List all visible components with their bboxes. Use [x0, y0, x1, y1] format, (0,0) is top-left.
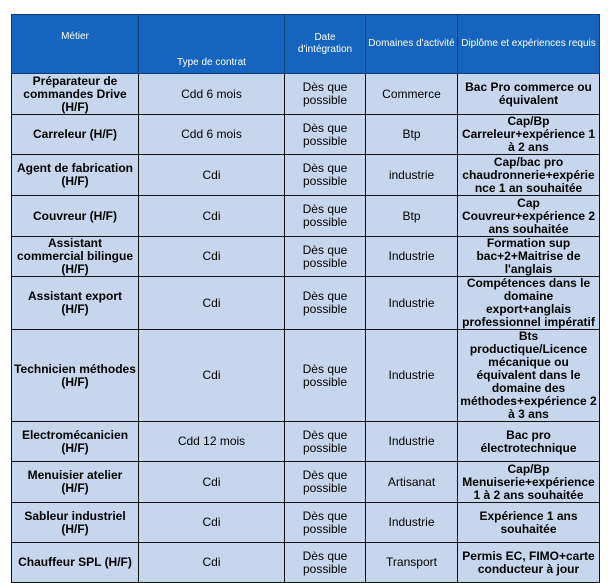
cell-metier: Menuisier atelier (H/F)	[12, 462, 139, 503]
cell-diplome: Bac pro électrotechnique	[458, 422, 600, 462]
cell-date: Dès que possible	[285, 277, 366, 330]
cell-metier: Agent de fabrication (H/F)	[12, 155, 139, 196]
cell-domaine: Btp	[366, 196, 458, 237]
cell-metier: Assistant commercial bilingue (H/F)	[12, 237, 139, 277]
table-row	[12, 237, 600, 277]
cell-contrat: Cdi	[139, 543, 285, 583]
job-offers-table	[11, 14, 600, 583]
cell-date: Dès que possible	[285, 543, 366, 583]
cell-diplome: Cap/Bp Menuiserie+expérience 1 à 2 ans souhaitée	[458, 462, 600, 503]
cell-date: Dès que possible	[285, 422, 366, 462]
table-row	[12, 543, 600, 583]
cell-diplome: Formation sup bac+2+Maitrise de l'anglais	[458, 237, 600, 277]
cell-diplome: Cap/bac pro chaudronnerie+expérience 1 an souhaitée	[458, 155, 600, 196]
table-row	[12, 115, 600, 155]
cell-metier: Carreleur (H/F)	[12, 115, 139, 155]
cell-diplome: Cap Couvreur+expérience 2 ans souhaitée	[458, 196, 600, 237]
table-row	[12, 74, 600, 115]
table-row	[12, 277, 600, 330]
header-metier: Métier	[12, 15, 139, 74]
cell-domaine: Transport	[366, 543, 458, 583]
cell-metier: Assistant export (H/F)	[12, 277, 139, 330]
table-header-row	[12, 15, 600, 74]
cell-domaine: Industrie	[366, 277, 458, 330]
table-row	[12, 503, 600, 543]
cell-metier: Technicien méthodes (H/F)	[12, 330, 139, 422]
cell-domaine: Industrie	[366, 422, 458, 462]
cell-contrat: Cdd 6 mois	[139, 115, 285, 155]
cell-metier: Sableur industriel (H/F)	[12, 503, 139, 543]
cell-contrat: Cdi	[139, 277, 285, 330]
cell-domaine: Industrie	[366, 237, 458, 277]
cell-date: Dès que possible	[285, 462, 366, 503]
cell-metier: Electromécanicien (H/F)	[12, 422, 139, 462]
cell-date: Dès que possible	[285, 115, 366, 155]
cell-contrat: Cdi	[139, 196, 285, 237]
header-domaine: Domaines d'activité	[366, 15, 458, 74]
cell-metier: Chauffeur SPL (H/F)	[12, 543, 139, 583]
cell-diplome: Bac Pro commerce ou équivalent	[458, 74, 600, 115]
cell-contrat: Cdi	[139, 503, 285, 543]
cell-domaine: Industrie	[366, 503, 458, 543]
cell-diplome: Cap/Bp Carreleur+expérience 1 à 2 ans	[458, 115, 600, 155]
cell-domaine: industrie	[366, 155, 458, 196]
cell-date: Dès que possible	[285, 74, 366, 115]
header-contrat: Type de contrat	[139, 15, 285, 74]
table-row	[12, 155, 600, 196]
cell-metier: Préparateur de commandes Drive (H/F)	[12, 74, 139, 115]
cell-contrat: Cdd 12 mois	[139, 422, 285, 462]
cell-diplome: Permis EC, FIMO+carte conducteur à jour	[458, 543, 600, 583]
cell-diplome: Compétences dans le domaine export+anglais professionnel impératif	[458, 277, 600, 330]
cell-date: Dès que possible	[285, 237, 366, 277]
cell-domaine: Btp	[366, 115, 458, 155]
table-row	[12, 196, 600, 237]
job-offers-table-wrapper	[11, 14, 599, 583]
cell-date: Dès que possible	[285, 196, 366, 237]
cell-domaine: Industrie	[366, 330, 458, 422]
cell-diplome: Expérience 1 ans souhaitée	[458, 503, 600, 543]
table-row	[12, 422, 600, 462]
cell-date: Dès que possible	[285, 155, 366, 196]
cell-contrat: Cdi	[139, 237, 285, 277]
cell-date: Dès que possible	[285, 330, 366, 422]
table-row	[12, 462, 600, 503]
header-date: Date d'intégration	[285, 15, 366, 74]
cell-diplome: Bts productique/Licence mécanique ou équivalent dans le domaine des méthodes+expérience 2 à 3 ans	[458, 330, 600, 422]
cell-contrat: Cdi	[139, 462, 285, 503]
cell-domaine: Artisanat	[366, 462, 458, 503]
cell-contrat: Cdi	[139, 155, 285, 196]
cell-contrat: Cdd 6 mois	[139, 74, 285, 115]
cell-domaine: Commerce	[366, 74, 458, 115]
table-row	[12, 330, 600, 422]
header-diplome: Diplôme et expériences requis	[458, 15, 600, 74]
cell-date: Dès que possible	[285, 503, 366, 543]
cell-metier: Couvreur (H/F)	[12, 196, 139, 237]
cell-contrat: Cdi	[139, 330, 285, 422]
